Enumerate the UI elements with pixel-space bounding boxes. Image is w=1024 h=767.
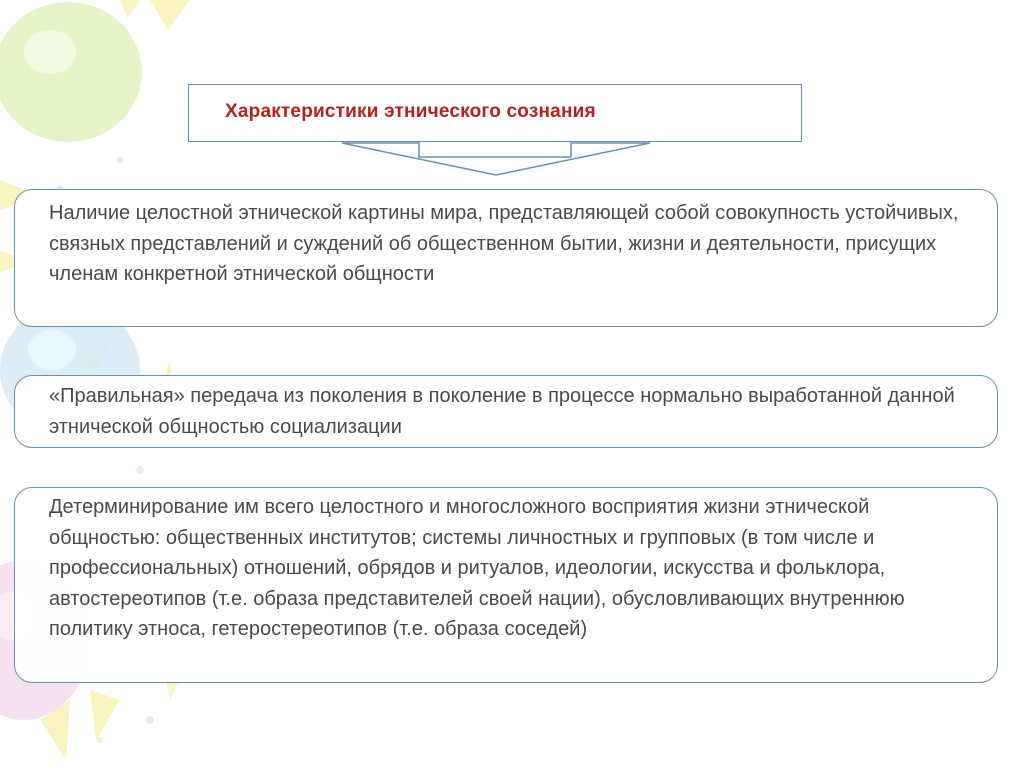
characteristic-card-2: [14, 375, 998, 448]
characteristic-text-1: Наличие целостной этнической картины мира, представляющей собой совокупность устойчивых, связных представлений и суждений об общественном бытии, жизни и деятельности, присущих членам конкретной этнической общности: [49, 202, 959, 285]
balloon-green-highlight: [24, 30, 76, 74]
balloon-green: [0, 2, 142, 142]
page-title: Характеристики этнического сознания: [225, 101, 596, 122]
down-arrow-icon: [340, 141, 652, 177]
characteristic-text-3: Детерминирование им всего целостного и многосложного восприятия жизни этнической общностью: общественных институтов; системы личностных и групповых (в том числе и профессиональных) отношений, обрядов и ритуалов, идеологии, искусства и фольклора, автостереотипов (т.е. образа представителей своей нации), обусловливающих внутреннюю политику этноса, гетеростереотипов (т.е. образа соседей): [49, 496, 905, 640]
characteristic-text-2: «Правильная» передача из поколения в поколение в процессе нормально выработанной данной этнической общностью социализации: [49, 385, 955, 438]
balloon-blue-highlight: [28, 330, 76, 370]
title-box: [188, 84, 802, 142]
characteristic-card-3: [14, 487, 998, 683]
characteristic-card-1: [14, 189, 998, 327]
